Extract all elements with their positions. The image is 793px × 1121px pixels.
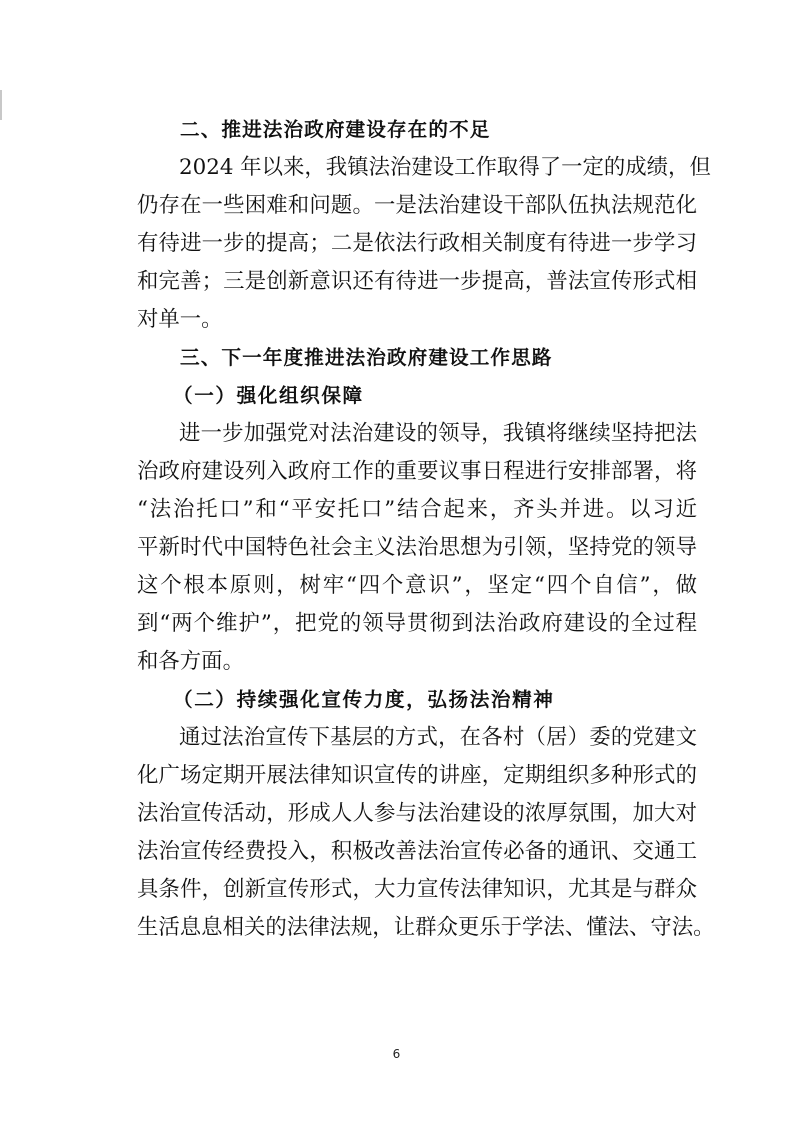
paragraph-line: 到“两个维护”，把党的领导贯彻到法治政府建设的全过程 xyxy=(137,611,697,636)
subsection2-paragraph xyxy=(137,719,715,947)
page-number: 6 xyxy=(392,1047,401,1061)
section-heading-2: 二、推进法治政府建设存在的不足 xyxy=(180,118,491,141)
paragraph-line: “法治托口”和“平安托口”结合起来，齐头并进。以习近 xyxy=(137,497,697,522)
paragraph-line: 法治宣传经费投入，积极改善法治宣传必备的通讯、交通工 xyxy=(137,839,697,864)
paragraph-line: 进一步加强党对法治建设的领导，我镇将继续坚持把法 xyxy=(179,421,697,446)
paragraph-line: 法治宣传活动，形成人人参与法治建设的浓厚氛围，加大对 xyxy=(137,801,697,826)
paragraph-line: 2024 年以来，我镇法治建设工作取得了一定的成绩，但 xyxy=(179,155,711,180)
paragraph-line: 和各方面。 xyxy=(137,649,244,674)
paragraph-line: 生活息息相关的法律法规，让群众更乐于学法、懂法、守法。 xyxy=(137,915,715,940)
paragraph-line: 通过法治宣传下基层的方式，在各村（居）委的党建文 xyxy=(179,725,697,750)
paragraph-line: 有待进一步的提高；二是依法行政相关制度有待进一步学习 xyxy=(137,231,697,256)
subsection-heading-1: （一）强化组织保障 xyxy=(173,384,364,407)
paragraph-line: 这个根本原则，树牢“四个意识”，坚定“四个自信”，做 xyxy=(137,573,697,598)
paragraph-line: 对单一。 xyxy=(137,307,223,332)
paragraph-line: 仍存在一些困难和问题。一是法治建设干部队伍执法规范化 xyxy=(137,193,697,218)
scan-edge-mark xyxy=(0,90,2,120)
section2-paragraph xyxy=(137,149,711,339)
section-heading-3: 三、下一年度推进法治政府建设工作思路 xyxy=(180,346,553,369)
document-body xyxy=(137,111,715,947)
paragraph-line: 具条件，创新宣传形式，大力宣传法律知识，尤其是与群众 xyxy=(137,877,697,902)
subsection-heading-2: （二）持续强化宣传力度，弘扬法治精神 xyxy=(173,688,555,711)
paragraph-line: 治政府建设列入政府工作的重要议事日程进行安排部署，将 xyxy=(137,459,697,484)
paragraph-line: 和完善；三是创新意识还有待进一步提高，普法宣传形式相 xyxy=(137,269,697,294)
paragraph-line: 平新时代中国特色社会主义法治思想为引领，坚持党的领导 xyxy=(137,535,697,560)
subsection1-paragraph xyxy=(137,415,697,681)
paragraph-line: 化广场定期开展法律知识宣传的讲座，定期组织多种形式的 xyxy=(137,763,697,788)
